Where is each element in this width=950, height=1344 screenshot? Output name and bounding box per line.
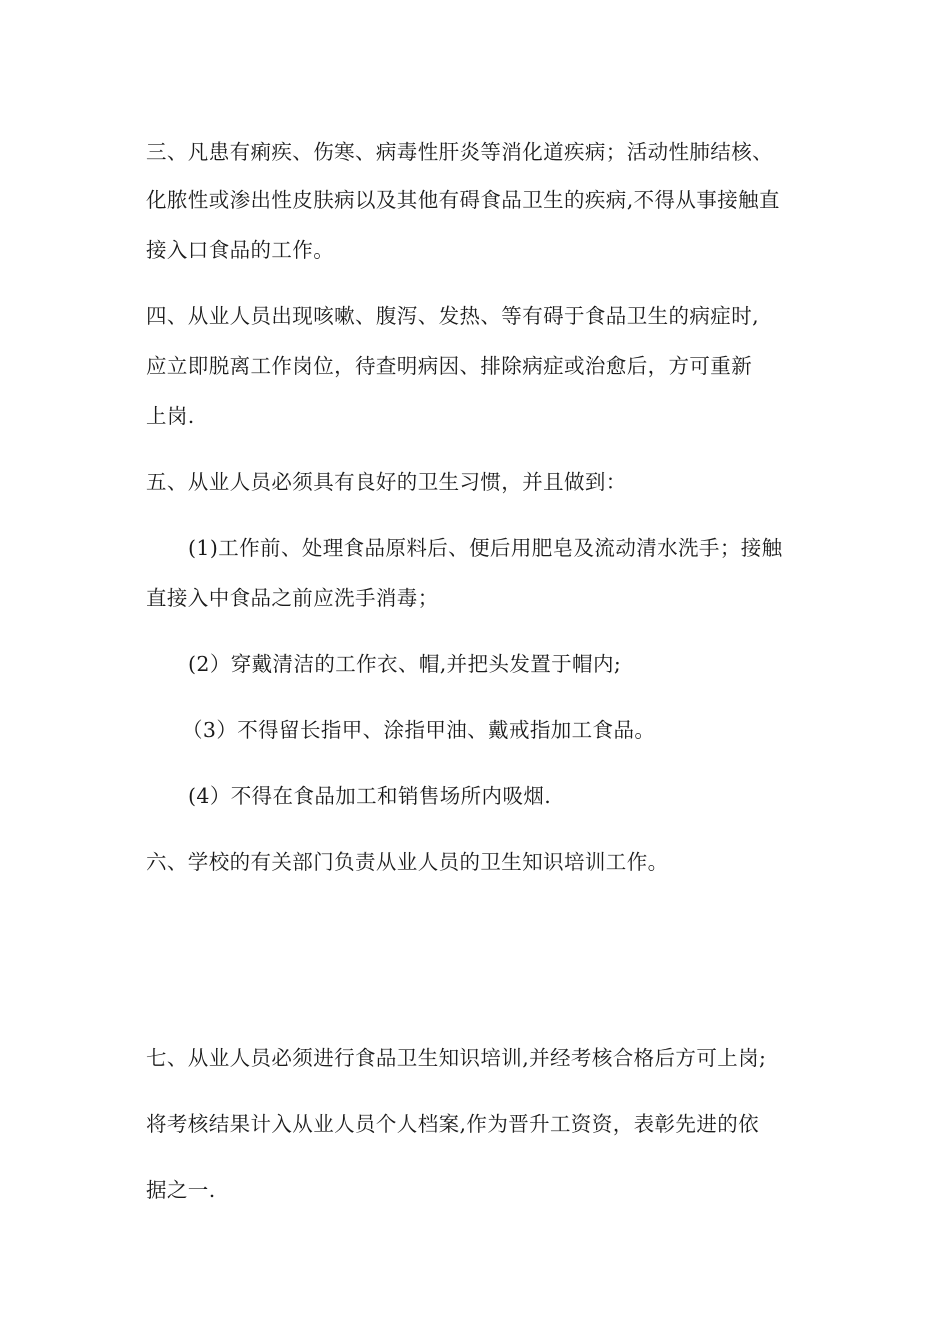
paragraph-4-line-2: 应立即脱离工作岗位，待查明病因、排除病症或治愈后，方可重新 xyxy=(146,354,753,378)
item-4: (4）不得在食品加工和销售场所内吸烟. xyxy=(188,784,552,808)
paragraph-3-line-1: 三、凡患有痢疾、伤寒、病毒性肝炎等消化道疾病；活动性肺结核、 xyxy=(146,140,773,164)
paragraph-5-heading: 五、从业人员必须具有良好的卫生习惯，并且做到： xyxy=(146,470,627,494)
paragraph-7-line-3: 据之一. xyxy=(146,1178,216,1202)
item-3: （3）不得留长指甲、涂指甲油、戴戒指加工食品。 xyxy=(182,718,656,742)
paragraph-4-line-3: 上岗. xyxy=(146,404,195,428)
paragraph-6: 六、学校的有关部门负责从业人员的卫生知识培训工作。 xyxy=(146,850,669,874)
paragraph-7-line-1: 七、从业人员必须进行食品卫生知识培训,并经考核合格后方可上岗; xyxy=(146,1046,767,1070)
item-2: (2）穿戴清洁的工作衣、帽,并把头发置于帽内; xyxy=(188,652,622,676)
paragraph-3-line-3: 接入口食品的工作。 xyxy=(146,238,335,262)
paragraph-4-line-1: 四、从业人员出现咳嗽、腹泻、发热、等有碍于食品卫生的病症时, xyxy=(146,304,760,328)
item-1-line-2: 直接入中食品之前应洗手消毒； xyxy=(146,586,439,610)
paragraph-7-line-2: 将考核结果计入从业人员个人档案,作为晋升工资资，表彰先进的依 xyxy=(146,1112,760,1136)
paragraph-3-line-2: 化脓性或渗出性皮肤病以及其他有碍食品卫生的疾病,不得从事接触直 xyxy=(146,188,780,212)
item-1-line-1: (1)工作前、处理食品原料后、便后用肥皂及流动清水洗手；接触 xyxy=(188,536,783,560)
